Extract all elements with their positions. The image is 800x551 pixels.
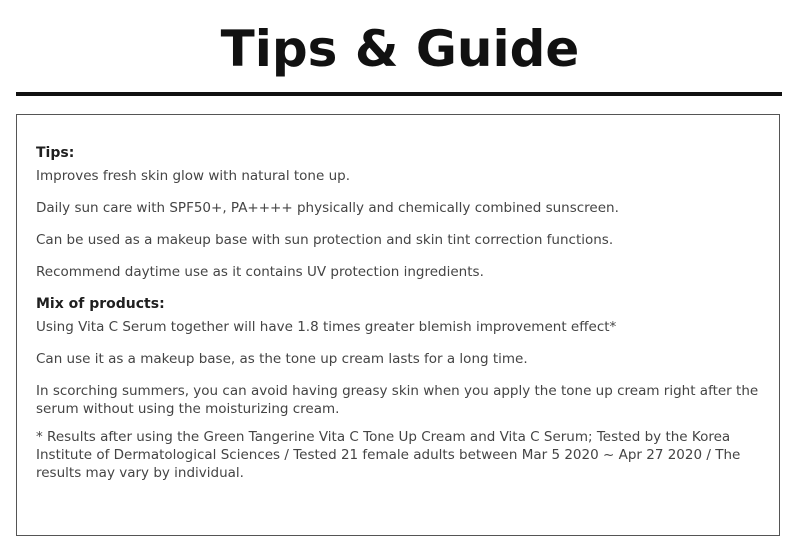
footnote: * Results after using the Green Tangerine Vita C Tone Up Cream and Vita C Serum; Tested by the Korea Institute of Dermatological Sciences / Tested 21 female adults between Mar 5 2020 ~ Apr 27 2020 / The results may vary by individual. [36, 429, 741, 481]
mix-item: In scorching summers, you can avoid having greasy skin when you apply the tone up cream right after the serum without using the moisturizing cream. [36, 383, 759, 417]
tip-item: Daily sun care with SPF50+, PA++++ physically and chemically combined sunscreen. [36, 200, 619, 216]
mix-item: Can use it as a makeup base, as the tone up cream lasts for a long time. [36, 351, 528, 367]
tip-item: Improves fresh skin glow with natural tone up. [36, 168, 350, 184]
mix-item: Using Vita C Serum together will have 1.8 times greater blemish improvement effect* [36, 319, 617, 335]
mix-heading: Mix of products: [36, 296, 165, 312]
title-divider [16, 92, 782, 96]
page-title: Tips & Guide [220, 20, 580, 78]
tips-heading: Tips: [36, 145, 75, 161]
tips-guide-panel [16, 114, 780, 536]
tip-item: Recommend daytime use as it contains UV protection ingredients. [36, 264, 484, 280]
tip-item: Can be used as a makeup base with sun protection and skin tint correction functions. [36, 232, 614, 248]
